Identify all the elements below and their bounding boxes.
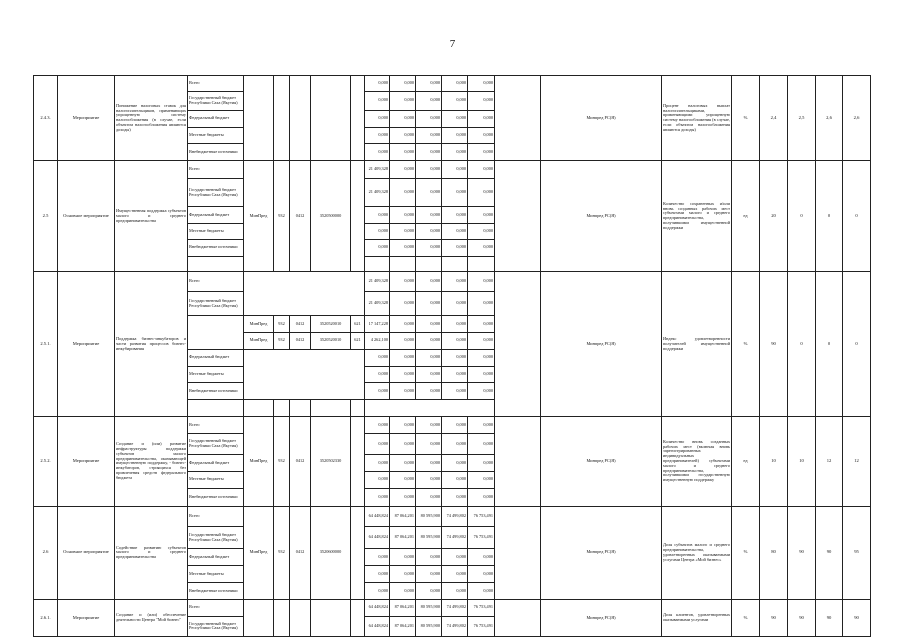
indicator-name-cell: Количество сохраненных и/или вновь созданных рабочих мест субъектами малого и среднего предпринимательства, получившими имущественной поддержки [662, 161, 732, 272]
unit-cell: ед [732, 161, 760, 272]
funding-source-cell: Местные бюджеты [188, 366, 244, 383]
amount-2019-cell: 64 448,824 [365, 599, 390, 616]
funding-source-cell: Всего [188, 161, 244, 179]
amount-2022-cell: 0,000 [442, 417, 468, 434]
responsible-executor-cell: Минпред РС(Я) [541, 417, 662, 507]
amount-2022-cell: 0,000 [442, 179, 468, 207]
funding-source-cell [188, 256, 244, 272]
amount-2020-cell: 0,000 [390, 76, 416, 92]
blank-source-cell [188, 316, 244, 350]
amount-2020-cell: 0,000 [390, 110, 416, 127]
responsible-executor-cell: Минпред РС(Я) [541, 272, 662, 417]
amount-2022-cell [442, 256, 468, 272]
funding-source-cell: Внебюджетные источники [188, 583, 244, 600]
amount-2021-cell: 0,000 [416, 583, 442, 600]
amount-2019-cell: 0,000 [365, 127, 390, 144]
item-number-cell: 2.6.1. [34, 599, 58, 636]
item-number-cell: 2.5.2. [34, 417, 58, 507]
item-type-cell: Мероприятие [58, 417, 115, 507]
amount-2023-cell: 76 753,491 [468, 526, 495, 548]
unit-cell: ед [732, 417, 760, 507]
amount-2022-cell: 0,000 [442, 349, 468, 366]
amount-2022-cell: 0,000 [442, 316, 468, 333]
amount-2020-cell: 0,000 [390, 349, 416, 366]
amount-2019-cell: 0,000 [365, 383, 390, 400]
amount-2021-cell: 0,000 [416, 76, 442, 92]
amount-2022-cell: 0,000 [442, 488, 468, 506]
target-2022-cell: 90 [843, 599, 871, 636]
program-table [33, 75, 871, 637]
spacer-cell [495, 417, 541, 507]
indicator-name-cell: Индекс удовлетворенности получателей имущественной поддержки [662, 272, 732, 417]
amount-2023-cell: 76 753,491 [468, 599, 495, 616]
funding-source-cell: Местные бюджеты [188, 127, 244, 144]
item-type-cell: Основное мероприятие [58, 506, 115, 599]
csr-code-cell: 3520600000 [311, 506, 351, 599]
amount-2020-cell: 0,000 [390, 583, 416, 600]
indicator-name-cell: Количество вновь созданных рабочих мест (включая вновь зарегистрированных индивидуальных предпринимателей) субъектами малого и среднего предпринимательства, получившими государственную имущественную поддержку [662, 417, 732, 507]
vr-code-cell [351, 506, 365, 599]
page-number: 7 [449, 38, 456, 50]
agency-cell [244, 599, 274, 636]
indicator-name-cell: Доля субъектов малого и среднего предпринимательства, удовлетворенных оказываемыми услугами Центра «Мой бизнес» [662, 506, 732, 599]
amount-2019-cell: 0,000 [365, 417, 390, 434]
amount-2019-cell: 0,000 [365, 110, 390, 127]
amount-2022-cell: 74 499,802 [442, 506, 468, 526]
amount-2021-cell: 0,000 [416, 366, 442, 383]
target-2020-cell: 0 [788, 161, 816, 272]
amount-2019-cell: 21 409,328 [365, 161, 390, 179]
amount-2023-cell: 0,000 [468, 583, 495, 600]
amount-2019-cell: 4 262,100 [365, 332, 390, 349]
amount-2020-cell: 0,000 [390, 455, 416, 472]
rzpr-code-cell: 0412 [290, 316, 311, 333]
amount-2022-cell: 0,000 [442, 161, 468, 179]
amount-2022-cell: 0,000 [442, 471, 468, 488]
table-row [34, 272, 871, 292]
responsible-executor-cell: Минпред РС(Я) [541, 161, 662, 272]
target-2021-cell: 90 [816, 506, 843, 599]
amount-2019-cell: 0,000 [365, 239, 390, 256]
item-name-cell: Поддержка бизнес-инкубаторов и части развития процессов бизнес-инкубирования [115, 272, 188, 417]
amount-2023-cell: 0,000 [468, 127, 495, 144]
amount-2021-cell [290, 400, 311, 417]
spacer-cell [495, 506, 541, 599]
amount-2019-cell: 0,000 [365, 433, 390, 454]
funding-source-cell: Всего [188, 272, 244, 292]
funding-source-cell: Федеральный бюджет [188, 455, 244, 472]
vr-code-cell [351, 417, 365, 507]
amount-2022-cell: 0,000 [442, 144, 468, 161]
amount-2023-cell: 0,000 [468, 549, 495, 566]
amount-2020-cell: 0,000 [390, 272, 416, 292]
funding-source-cell: Внебюджетные источники [188, 383, 244, 400]
amount-2020-cell: 0,000 [390, 433, 416, 454]
item-name-cell: Имущественная поддержка субъектов малого и среднего предпринимательства [115, 161, 188, 272]
amount-2023-cell: 0,000 [468, 272, 495, 292]
amount-2021-cell: 0,000 [416, 316, 442, 333]
spacer-cell [495, 599, 541, 636]
item-name-cell: Создание и (или) развитие инфраструктуры поддержки субъектов малого предпринимательства, оказывающей имущественную поддержку, - бизнес-инкубаторов, строящихся без привлечения средств федерального бюджета [115, 417, 188, 507]
blank-codes-cell [244, 272, 365, 316]
target-2020-cell: 90 [788, 599, 816, 636]
rzpr-code-cell [290, 599, 311, 636]
agency-cell: МинПред [244, 506, 274, 599]
amount-2023-cell: 0,000 [468, 455, 495, 472]
target-2022-cell: 95 [843, 506, 871, 599]
agency-cell: МинПред [244, 417, 274, 507]
funding-source-cell: Местные бюджеты [188, 566, 244, 583]
amount-2023-cell: 0,000 [468, 417, 495, 434]
responsible-executor-cell: Минпред РС(Я) [541, 76, 662, 161]
amount-2019-cell: 0,000 [365, 207, 390, 224]
amount-2023-cell: 0,000 [468, 383, 495, 400]
target-2020-cell: 90 [788, 506, 816, 599]
amount-2020-cell: 0,000 [390, 366, 416, 383]
amount-2021-cell: 0,000 [416, 383, 442, 400]
amount-2020-cell: 0,000 [390, 471, 416, 488]
item-type-cell: Основное мероприятие [58, 161, 115, 272]
target-2021-cell: 0 [816, 161, 843, 272]
amount-2020-cell: 0,000 [390, 239, 416, 256]
vr-code-cell [351, 599, 365, 636]
amount-2022-cell: 0,000 [442, 583, 468, 600]
amount-2023-cell [351, 400, 365, 417]
amount-2022-cell: 0,000 [442, 76, 468, 92]
rzpr-code-cell: 0412 [290, 417, 311, 507]
unit-cell: % [732, 76, 760, 161]
grbs-code-cell: 932 [274, 506, 290, 599]
amount-2019-cell: 21 409,328 [365, 272, 390, 292]
amount-2019-cell: 0,000 [365, 366, 390, 383]
funding-source-cell: Государственный бюджет Республики Саха (Якутия) [188, 616, 244, 636]
funding-source-cell: Всего [188, 417, 244, 434]
funding-source-cell: Федеральный бюджет [188, 207, 244, 224]
amount-2019-cell: 0,000 [365, 549, 390, 566]
target-2021-cell: 90 [816, 599, 843, 636]
target-2021-cell: 12 [816, 417, 843, 507]
amount-2021-cell: 0,000 [416, 566, 442, 583]
funding-source-cell: Местные бюджеты [188, 224, 244, 240]
amount-2023-cell: 76 753,491 [468, 506, 495, 526]
target-2019-cell: 2,4 [760, 76, 788, 161]
funding-source-cell: Федеральный бюджет [188, 549, 244, 566]
amount-2019-cell: 0,000 [365, 488, 390, 506]
funding-source-cell: Внебюджетные источники [188, 239, 244, 256]
target-2019-cell: 10 [760, 417, 788, 507]
amount-2023-cell: 0,000 [468, 433, 495, 454]
amount-2019-cell: 0,000 [365, 144, 390, 161]
amount-2021-cell: 0,000 [416, 549, 442, 566]
amount-2020-cell: 0,000 [390, 332, 416, 349]
target-2020-cell: 10 [788, 417, 816, 507]
amount-2021-cell: 80 595,900 [416, 599, 442, 616]
amount-2020-cell: 0,000 [390, 144, 416, 161]
amount-2022-cell: 0,000 [442, 566, 468, 583]
spacer-cell [495, 76, 541, 161]
target-2022-cell: 0 [843, 272, 871, 417]
target-2021-cell: 2,6 [816, 76, 843, 161]
grbs-code-cell: 932 [274, 316, 290, 333]
amount-2019-cell: 0,000 [365, 224, 390, 240]
amount-2021-cell: 0,000 [416, 433, 442, 454]
agency-cell: МинПред [244, 161, 274, 272]
amount-2022-cell: 0,000 [442, 207, 468, 224]
amount-2023-cell: 0,000 [468, 207, 495, 224]
amount-2023-cell: 0,000 [468, 366, 495, 383]
amount-2020-cell: 0,000 [390, 417, 416, 434]
funding-source-cell: Государственный бюджет Республики Саха (Якутия) [188, 179, 244, 207]
amount-2019-cell: 0,000 [365, 91, 390, 110]
target-2019-cell: 80 [760, 506, 788, 599]
amount-2020-cell: 87 064,201 [390, 599, 416, 616]
table-row [34, 161, 871, 179]
item-number-cell: 2.4.3. [34, 76, 58, 161]
amount-2022-cell: 74 499,802 [442, 526, 468, 548]
responsible-executor-cell: Минпред РС(Я) [541, 506, 662, 599]
item-name-cell: Создание и (или) обеспечение деятельности Центра "Мой бизнес" [115, 599, 188, 636]
target-2022-cell: 0 [843, 161, 871, 272]
indicator-name-cell: Процент налоговых выплат налогоплательщиками, применяющими упрощенную систему налогообложения (в случае, если объектом налогообложения являются доходы) [662, 76, 732, 161]
amount-2023-cell: 0,000 [468, 91, 495, 110]
amount-2021-cell: 0,000 [416, 207, 442, 224]
rzpr-code-cell: 0412 [290, 161, 311, 272]
amount-2023-cell: 0,000 [468, 566, 495, 583]
amount-2021-cell: 0,000 [416, 110, 442, 127]
rzpr-code-cell [290, 76, 311, 161]
csr-code-cell: 3520520010 [311, 332, 351, 349]
amount-2021-cell: 0,000 [416, 127, 442, 144]
amount-2022-cell: 0,000 [442, 272, 468, 292]
agency-cell [244, 76, 274, 161]
amount-2023-cell: 0,000 [468, 144, 495, 161]
target-2019-cell: 90 [760, 599, 788, 636]
csr-code-cell: 3520502330 [311, 417, 351, 507]
amount-2022-cell: 0,000 [442, 91, 468, 110]
funding-source-cell: Государственный бюджет Республики Саха (Якутия) [188, 433, 244, 454]
funding-source-cell: Всего [188, 506, 244, 526]
agency-cell: МинПред [244, 316, 274, 333]
amount-2022-cell [311, 400, 351, 417]
amount-2019-cell: 17 147,228 [365, 316, 390, 333]
funding-source-cell: Внебюджетные источники [188, 488, 244, 506]
target-2019-cell: 90 [760, 272, 788, 417]
amount-2020-cell: 87 064,201 [390, 526, 416, 548]
amount-2021-cell: 0,000 [416, 91, 442, 110]
spacer-cell [495, 272, 541, 417]
rzpr-code-cell: 0412 [290, 332, 311, 349]
amount-2019-cell: 21 409,328 [365, 179, 390, 207]
amount-2023-cell: 0,000 [468, 332, 495, 349]
grbs-code-cell: 932 [274, 417, 290, 507]
amount-2021-cell: 0,000 [416, 417, 442, 434]
target-2020-cell: 2,5 [788, 76, 816, 161]
amount-2023-cell: 0,000 [468, 110, 495, 127]
rzpr-code-cell: 0412 [290, 506, 311, 599]
amount-2020-cell: 0,000 [390, 316, 416, 333]
amount-2022-cell: 0,000 [442, 110, 468, 127]
unit-cell: % [732, 272, 760, 417]
amount-2021-cell: 0,000 [416, 179, 442, 207]
item-number-cell: 2.6 [34, 506, 58, 599]
amount-2023-cell: 0,000 [468, 488, 495, 506]
amount-2023-cell [468, 256, 495, 272]
amount-2023-cell: 0,000 [468, 76, 495, 92]
grbs-code-cell [274, 599, 290, 636]
funding-source-cell: Всего [188, 599, 244, 616]
funding-source-cell: Федеральный бюджет [188, 110, 244, 127]
amount-2020-cell: 87 064,201 [390, 616, 416, 636]
amount-2022-cell: 0,000 [442, 455, 468, 472]
amount-2021-cell: 80 595,900 [416, 526, 442, 548]
funding-source-cell: Государственный бюджет Республики Саха (Якутия) [188, 91, 244, 110]
amount-2022-cell: 0,000 [442, 549, 468, 566]
amount-2021-cell: 0,000 [416, 272, 442, 292]
amount-2023-cell: 0,000 [468, 349, 495, 366]
amount-2022-cell: 0,000 [442, 332, 468, 349]
amount-2020-cell: 0,000 [390, 292, 416, 316]
amount-2020-cell: 0,000 [390, 549, 416, 566]
unit-cell: % [732, 506, 760, 599]
item-type-cell: Мероприятие [58, 272, 115, 417]
amount-2023-cell: 0,000 [468, 239, 495, 256]
table-row [34, 76, 871, 92]
funding-source-cell: Внебюджетные источники [188, 144, 244, 161]
amount-2019-cell: 64 448,824 [365, 526, 390, 548]
csr-code-cell: 3520520010 [311, 316, 351, 333]
amount-2020-cell: 0,000 [390, 383, 416, 400]
grbs-code-cell: 932 [274, 161, 290, 272]
amount-2020-cell: 0,000 [390, 179, 416, 207]
vr-code-cell: 621 [351, 332, 365, 349]
amount-2023-cell: 0,000 [468, 292, 495, 316]
amount-2020-cell: 0,000 [390, 161, 416, 179]
item-name-cell: Понижение налоговых ставок для налогоплательщиков, применяющих упрощенную систему налогообложения (в случае, если объектом налогообложения являются доходы) [115, 76, 188, 161]
blank-codes-cell [244, 349, 365, 399]
amount-2020-cell: 0,000 [390, 566, 416, 583]
vr-code-cell: 621 [351, 316, 365, 333]
indicator-name-cell: Доля клиентов, удовлетворенных оказываемыми услугами [662, 599, 732, 636]
amount-2020-cell: 0,000 [390, 224, 416, 240]
item-number-cell: 2.5.1. [34, 272, 58, 417]
amount-2021-cell [416, 256, 442, 272]
amount-2022-cell: 0,000 [442, 383, 468, 400]
csr-code-cell [311, 599, 351, 636]
amount-2021-cell: 80 595,900 [416, 616, 442, 636]
funding-source-cell: Местные бюджеты [188, 471, 244, 488]
agency-cell: МинПред [244, 332, 274, 349]
amount-2021-cell: 0,000 [416, 488, 442, 506]
unit-cell: % [732, 599, 760, 636]
table-body [34, 76, 871, 637]
amount-2019-cell: 21 409,328 [365, 292, 390, 316]
amount-2020-cell: 0,000 [390, 127, 416, 144]
amount-2022-cell: 0,000 [442, 366, 468, 383]
amount-2019-cell: 0,000 [365, 76, 390, 92]
item-type-cell: Мероприятие [58, 599, 115, 636]
amount-2022-cell: 74 499,802 [442, 599, 468, 616]
target-2022-cell: 2,6 [843, 76, 871, 161]
amount-2020-cell [390, 256, 416, 272]
amount-2019-cell: 0,000 [365, 349, 390, 366]
target-2019-cell: 20 [760, 161, 788, 272]
amount-2023-cell: 0,000 [468, 471, 495, 488]
csr-code-cell: 3520500000 [311, 161, 351, 272]
responsible-executor-cell: Минпред РС(Я) [541, 599, 662, 636]
amount-2021-cell: 0,000 [416, 224, 442, 240]
csr-code-cell [311, 76, 351, 161]
amount-2022-cell: 0,000 [442, 292, 468, 316]
amount-2021-cell: 0,000 [416, 292, 442, 316]
amount-2021-cell: 0,000 [416, 332, 442, 349]
target-2022-cell: 12 [843, 417, 871, 507]
amount-2022-cell: 0,000 [442, 239, 468, 256]
amount-2019-cell: 0,000 [365, 566, 390, 583]
vr-code-cell [351, 161, 365, 272]
amount-2020-cell: 0,000 [390, 207, 416, 224]
target-2020-cell: 0 [788, 272, 816, 417]
vr-code-cell [351, 76, 365, 161]
table-row [34, 506, 871, 526]
amount-2020-cell: 0,000 [390, 488, 416, 506]
amount-2021-cell: 0,000 [416, 349, 442, 366]
amount-2021-cell: 0,000 [416, 239, 442, 256]
grbs-code-cell: 932 [274, 332, 290, 349]
amount-2020-cell: 87 064,201 [390, 506, 416, 526]
amount-2019-cell [365, 256, 390, 272]
amount-2019-cell: 0,000 [365, 583, 390, 600]
amount-2021-cell: 0,000 [416, 161, 442, 179]
amount-2022-cell: 0,000 [442, 224, 468, 240]
table-row [34, 599, 871, 616]
amount-2021-cell: 0,000 [416, 471, 442, 488]
amount-2023-cell: 0,000 [468, 161, 495, 179]
amount-2022-cell: 0,000 [442, 127, 468, 144]
amount-2022-cell: 0,000 [442, 433, 468, 454]
amount-2019-cell: 0,000 [365, 455, 390, 472]
item-number-cell: 2.5 [34, 161, 58, 272]
amount-2019-cell: 0,000 [365, 471, 390, 488]
funding-source-cell: Федеральный бюджет [188, 349, 244, 366]
amount-2020-cell [274, 400, 290, 417]
item-type-cell: Мероприятие [58, 76, 115, 161]
item-name-cell: Содействие развитию субъектов малого и среднего предпринимательства [115, 506, 188, 599]
amount-2022-cell: 74 499,802 [442, 616, 468, 636]
amount-2023-cell: 0,000 [468, 224, 495, 240]
funding-source-cell: Государственный бюджет Республики Саха (Якутия) [188, 292, 244, 316]
target-2021-cell: 0 [816, 272, 843, 417]
amount-2021-cell: 80 595,900 [416, 506, 442, 526]
amount-2023-cell: 76 753,491 [468, 616, 495, 636]
grbs-code-cell [274, 76, 290, 161]
amount-2019-cell [244, 400, 274, 417]
amount-2023-cell: 0,000 [468, 316, 495, 333]
amount-2021-cell: 0,000 [416, 455, 442, 472]
funding-source-cell: Всего [188, 76, 244, 92]
amount-2019-cell: 64 448,824 [365, 616, 390, 636]
funding-source-cell: Государственный бюджет Республики Саха (Якутия) [188, 526, 244, 548]
spacer-cell [495, 161, 541, 272]
funding-source-cell [188, 400, 244, 417]
amount-2020-cell: 0,000 [390, 91, 416, 110]
amount-2021-cell: 0,000 [416, 144, 442, 161]
table-row [34, 417, 871, 434]
amount-2019-cell: 64 448,824 [365, 506, 390, 526]
amount-2023-cell: 0,000 [468, 179, 495, 207]
